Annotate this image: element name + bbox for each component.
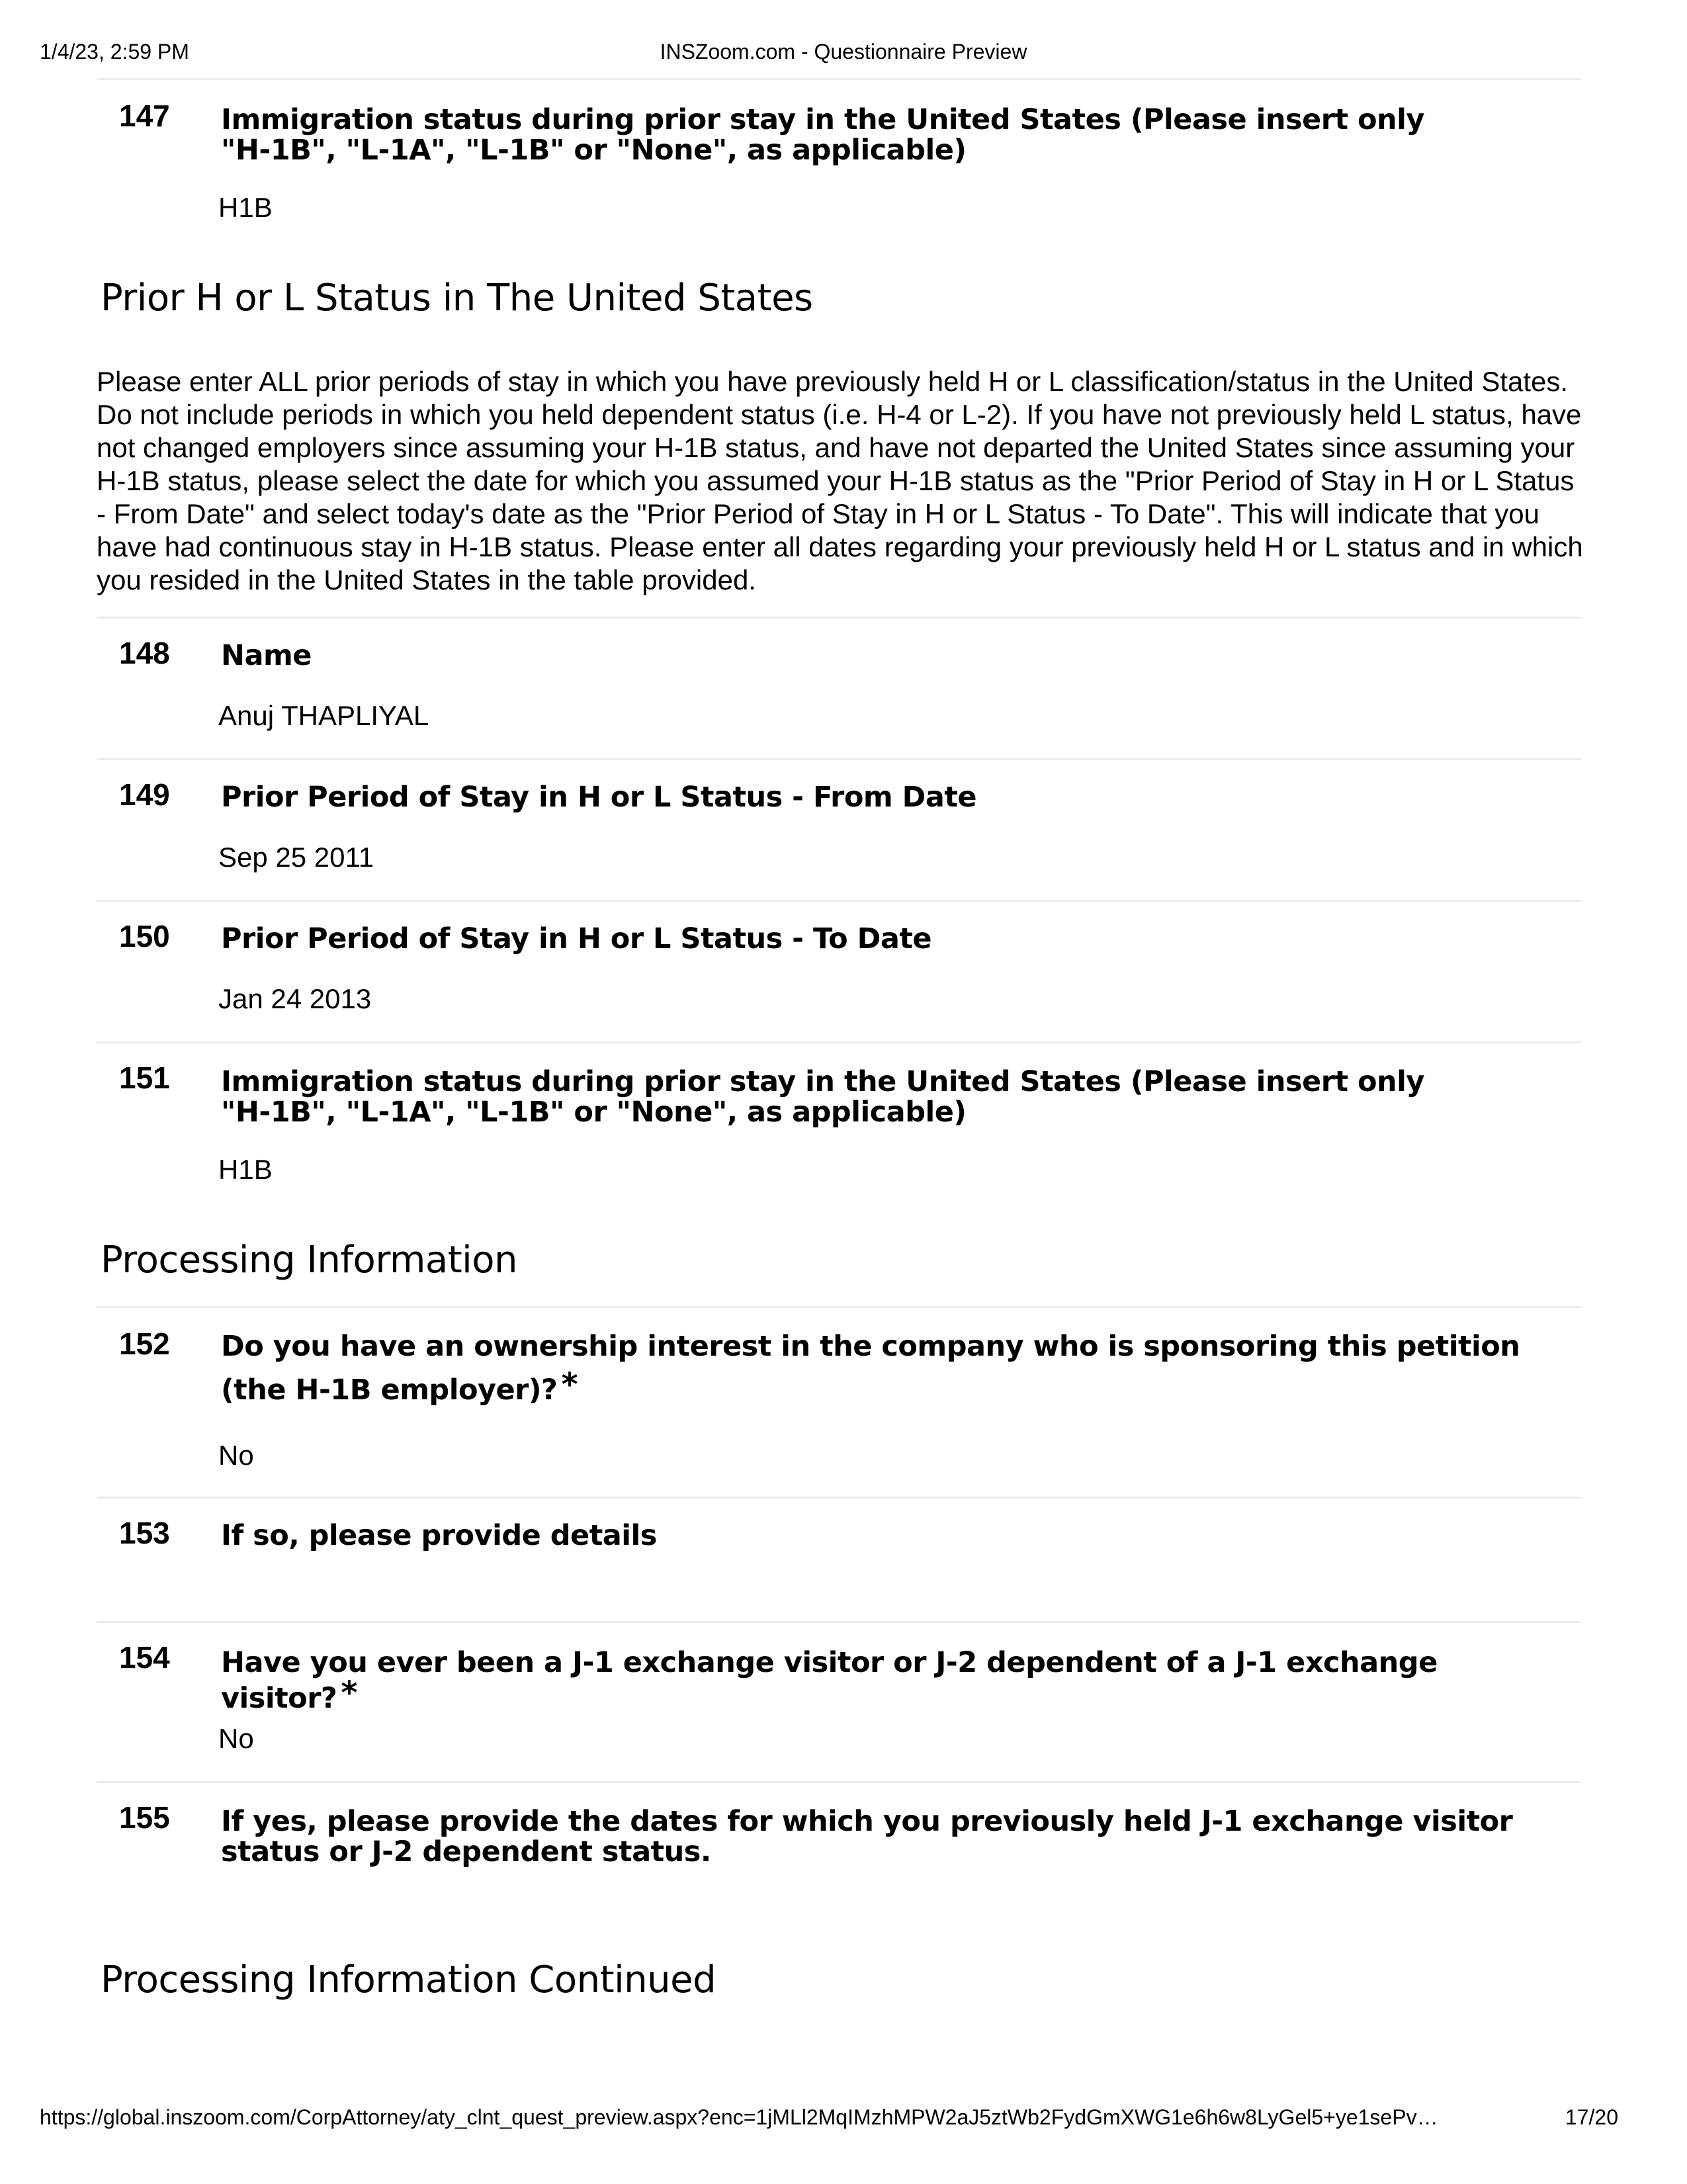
answer-value: Jan 24 2013 [218, 983, 372, 1014]
question-text: If so, please provide details [221, 1519, 657, 1552]
question-number: 154 [119, 1640, 170, 1675]
required-marker: * [561, 1366, 578, 1403]
question-text: Immigration status during prior stay in the United States (Please insert only "H-1B", "L-1A", "L-1B" or "None", as applicable) [221, 103, 1424, 167]
divider [97, 1781, 1581, 1783]
question-text: Prior Period of Stay in H or L Status - To Date [221, 922, 932, 955]
section-title-processing-continued: Processing Information Continued [101, 1958, 716, 2001]
question-number: 147 [119, 99, 170, 133]
answer-value: Anuj THAPLIYAL [218, 700, 429, 731]
question-number: 151 [119, 1061, 170, 1095]
page-title: INSZoom.com - Questionnaire Preview [660, 40, 1027, 64]
section-instructions: Please enter ALL prior periods of stay in which you have previously held H or L classification/status in the United States. Do not include periods in which you held dependent status (i.e. H-4 or L-2). If you have not previously held L status, have not changed employers since assuming your H-1B status, and have not departed the United States since assuming your H-1B status, please select the date for which you assumed your H-1B status as the "Prior Period of Stay in H or L Status - From Date" and select today's date as the "Prior Period of Stay in H or L Status - To Date". This will indicate that you have had continuous stay in H-1B status. Please enter all dates regarding your previously held H or L status and in which you resided in the United States in the table provided. [97, 366, 1583, 595]
divider [97, 1306, 1581, 1308]
question-number: 155 [119, 1800, 170, 1835]
section-title-processing: Processing Information [101, 1239, 517, 1282]
question-text: Do you have an ownership interest in the company who is sponsoring this petition (the H-1B employer)? * [221, 1330, 1520, 1407]
question-number: 153 [119, 1516, 170, 1550]
section-title-prior-status: Prior H or L Status in The United States [101, 277, 813, 320]
divider [97, 758, 1581, 760]
question-text: Have you ever been a J-1 exchange visitor or J-2 dependent of a J-1 exchange visitor? * [221, 1646, 1438, 1715]
divider [97, 1497, 1581, 1499]
question-text: Immigration status during prior stay in the United States (Please insert only "H-1B", "L-1A", "L-1B" or "None", as applicable) [221, 1065, 1424, 1129]
question-number: 152 [119, 1327, 170, 1361]
question-number: 150 [119, 919, 170, 953]
answer-value: Sep 25 2011 [218, 842, 374, 873]
divider [97, 617, 1581, 619]
page-url: https://global.inszoom.com/CorpAttorney/aty_clnt_quest_preview.aspx?enc=1jMLl2MqIMzhMPW2aJ5ztWb2FydGmXWG1e6h6w8LyGel5+ye1sePv… [40, 2105, 1438, 2129]
question-number: 148 [119, 636, 170, 670]
divider [97, 1621, 1581, 1623]
page-number: 17/20 [1565, 2105, 1618, 2129]
answer-value: H1B [218, 192, 273, 223]
answer-value: No [218, 1723, 254, 1754]
divider [97, 900, 1581, 902]
answer-value: H1B [218, 1154, 273, 1185]
print-datetime: 1/4/23, 2:59 PM [40, 40, 189, 64]
divider [97, 78, 1581, 80]
question-text: If yes, please provide the dates for which you previously held J-1 exchange visitor status or J-2 dependent status. [221, 1805, 1513, 1868]
question-number: 149 [119, 777, 170, 812]
divider [97, 1041, 1581, 1043]
answer-value: No [218, 1440, 254, 1471]
question-text: Prior Period of Stay in H or L Status - From Date [221, 781, 977, 814]
required-marker: * [341, 1675, 357, 1712]
question-text: Name [221, 639, 312, 672]
